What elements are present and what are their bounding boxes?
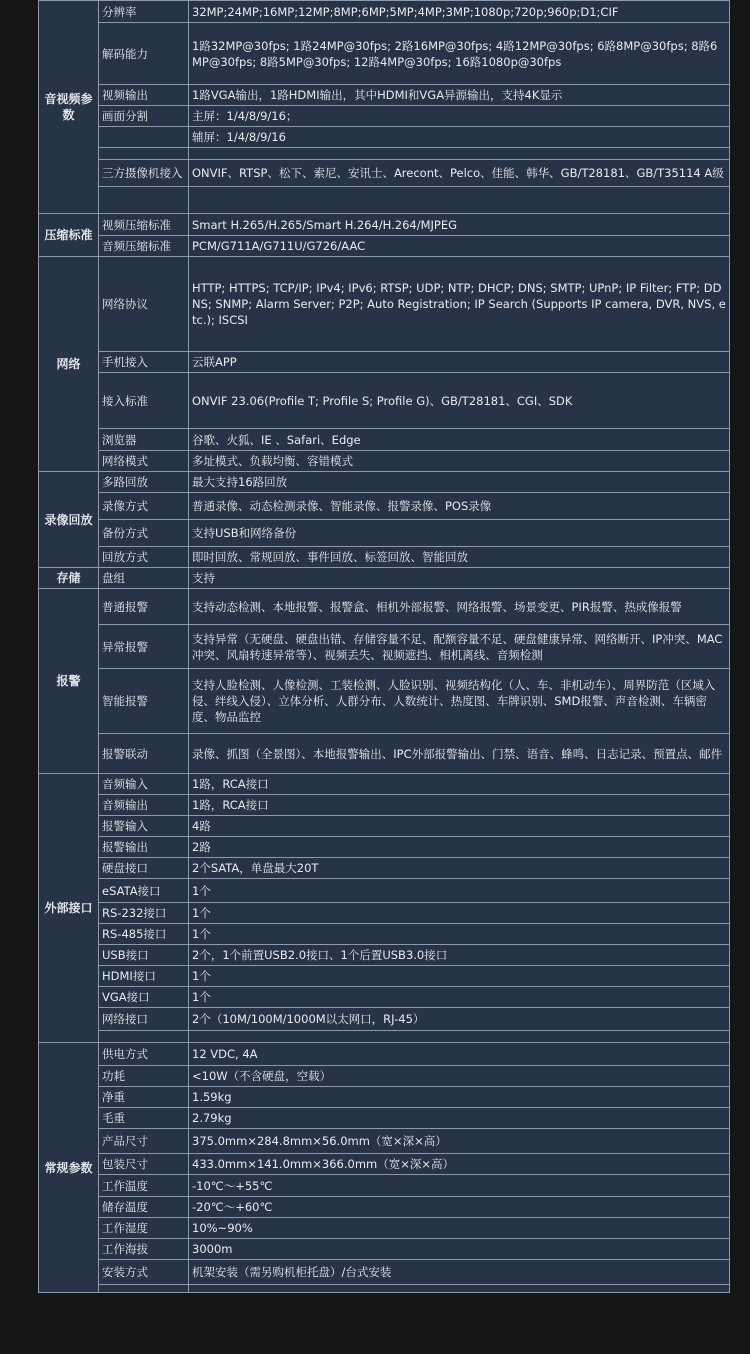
- spec-value: 1路，RCA接口: [189, 774, 730, 795]
- spec-value: [189, 1285, 730, 1293]
- spec-value: 433.0mm×141.0mm×366.0mm（宽×深×高）: [189, 1154, 730, 1175]
- spec-label: [99, 1285, 189, 1293]
- spec-label: 多路回放: [99, 472, 189, 493]
- spec-label: 音频输入: [99, 774, 189, 795]
- spec-label: 网络接口: [99, 1008, 189, 1031]
- spec-label: VGA接口: [99, 987, 189, 1008]
- spec-value: 3000m: [189, 1239, 730, 1260]
- spec-row: [39, 774, 730, 795]
- spec-row: [39, 1239, 730, 1260]
- spec-value: 1个: [189, 924, 730, 945]
- spec-row: [39, 1087, 730, 1108]
- spec-label: 安装方式: [99, 1260, 189, 1285]
- spec-label: 工作温度: [99, 1175, 189, 1197]
- spec-label: 录像方式: [99, 493, 189, 520]
- spec-label: 智能报警: [99, 669, 189, 734]
- spec-row: [39, 903, 730, 924]
- spec-row: [39, 373, 730, 429]
- spec-label: 回放方式: [99, 547, 189, 568]
- spec-label: 报警输入: [99, 816, 189, 837]
- spec-label: 报警输出: [99, 837, 189, 858]
- spec-row: [39, 148, 730, 160]
- spec-value: 4路: [189, 816, 730, 837]
- spec-value: 2路: [189, 837, 730, 858]
- spec-row: [39, 1008, 730, 1031]
- spec-value: Smart H.265/H.265/Smart H.264/H.264/MJPEG: [189, 214, 730, 236]
- spec-row: [39, 589, 730, 625]
- spec-table: [38, 0, 730, 1293]
- spec-value: [189, 1031, 730, 1043]
- spec-row: [39, 127, 730, 148]
- spec-row: [39, 816, 730, 837]
- spec-value: 1个: [189, 987, 730, 1008]
- spec-row: [39, 429, 730, 451]
- category-cell: 常规参数: [39, 1043, 99, 1293]
- spec-label: 净重: [99, 1087, 189, 1108]
- spec-value: 1.59kg: [189, 1087, 730, 1108]
- spec-label: 异常报警: [99, 625, 189, 669]
- spec-label: 网络模式: [99, 451, 189, 472]
- spec-row: [39, 352, 730, 373]
- spec-label: RS-232接口: [99, 903, 189, 924]
- spec-row: [39, 493, 730, 520]
- spec-value: 支持USB和网络备份: [189, 520, 730, 547]
- spec-label: [99, 1031, 189, 1043]
- spec-label: [99, 148, 189, 160]
- spec-value: -10℃～+55℃: [189, 1175, 730, 1197]
- spec-value: 2.79kg: [189, 1108, 730, 1129]
- spec-value: 主屏：1/4/8/9/16；: [189, 106, 730, 127]
- spec-label: 手机接入: [99, 352, 189, 373]
- spec-value: 即时回放、常规回放、事件回放、标签回放、智能回放: [189, 547, 730, 568]
- spec-label: 画面分割: [99, 106, 189, 127]
- spec-value: 2个SATA，单盘最大20T: [189, 858, 730, 879]
- spec-value: 1路，RCA接口: [189, 795, 730, 816]
- spec-value: 辅屏：1/4/8/9/16: [189, 127, 730, 148]
- spec-value: 支持人脸检测、人像检测、工装检测、人脸识别、视频结构化（人、车、非机动车）、周界防范（区域入侵、绊线入侵）、立体分析、人群分布、人数统计、热度图、车牌识别、SMD报警、声音检测、车辆密度、物品监控: [189, 669, 730, 734]
- spec-value: 谷歌、火狐、IE 、Safari、Edge: [189, 429, 730, 451]
- spec-label: 盘组: [99, 568, 189, 589]
- spec-value: ONVIF、RTSP、松下、索尼、安讯士、Arecont、Pelco、佳能、韩华、GB/T28181、GB/T35114 A级: [189, 160, 730, 187]
- spec-row: [39, 945, 730, 966]
- spec-label: 接入标准: [99, 373, 189, 429]
- spec-label: 普通报警: [99, 589, 189, 625]
- spec-row: [39, 257, 730, 352]
- spec-value: 375.0mm×284.8mm×56.0mm（宽×深×高）: [189, 1129, 730, 1154]
- spec-label: 解码能力: [99, 23, 189, 85]
- spec-row: [39, 924, 730, 945]
- spec-label: 供电方式: [99, 1043, 189, 1066]
- spec-row: [39, 987, 730, 1008]
- spec-table-body: [39, 1, 730, 1293]
- spec-row: [39, 837, 730, 858]
- spec-row: [39, 669, 730, 734]
- category-cell: 网络: [39, 257, 99, 472]
- spec-row: [39, 625, 730, 669]
- spec-label: [99, 127, 189, 148]
- spec-value: 支持动态检测、本地报警、报警盒、相机外部报警、网络报警、场景变更、PIR报警、热成像报警: [189, 589, 730, 625]
- spec-row: [39, 472, 730, 493]
- spec-value: [189, 187, 730, 214]
- spec-row: [39, 1285, 730, 1293]
- spec-value: 支持: [189, 568, 730, 589]
- spec-label: 产品尺寸: [99, 1129, 189, 1154]
- spec-row: [39, 795, 730, 816]
- spec-value: 1个: [189, 879, 730, 903]
- spec-row: [39, 1108, 730, 1129]
- spec-row: [39, 1260, 730, 1285]
- spec-label: USB接口: [99, 945, 189, 966]
- spec-value: 云联APP: [189, 352, 730, 373]
- spec-label: 音频输出: [99, 795, 189, 816]
- spec-label: 三方摄像机接入: [99, 160, 189, 187]
- spec-value: 2个（10M/100M/1000M以太网口，RJ-45）: [189, 1008, 730, 1031]
- spec-label: HDMI接口: [99, 966, 189, 987]
- spec-label: 网络协议: [99, 257, 189, 352]
- spec-row: [39, 1031, 730, 1043]
- spec-value: -20℃～+60℃: [189, 1197, 730, 1218]
- spec-label: 包装尺寸: [99, 1154, 189, 1175]
- spec-label: 硬盘接口: [99, 858, 189, 879]
- spec-row: [39, 106, 730, 127]
- spec-value: 最大支持16路回放: [189, 472, 730, 493]
- spec-label: RS-485接口: [99, 924, 189, 945]
- category-cell: 外部接口: [39, 774, 99, 1043]
- category-cell: 报警: [39, 589, 99, 774]
- category-cell: 压缩标准: [39, 214, 99, 257]
- spec-value: PCM/G711A/G711U/G726/AAC: [189, 236, 730, 257]
- spec-value: 1路32MP@30fps; 1路24MP@30fps; 2路16MP@30fps; 4路12MP@30fps; 6路8MP@30fps; 8路6MP@30fps; 8路5MP@30fps; 12路4MP@30fps; 16路1080p@30fps: [189, 23, 730, 85]
- spec-row: [39, 1154, 730, 1175]
- spec-row: [39, 451, 730, 472]
- category-cell: 录像回放: [39, 472, 99, 568]
- spec-value: HTTP; HTTPS; TCP/IP; IPv4; IPv6; RTSP; UDP; NTP; DHCP; DNS; SMTP; UPnP; IP Filter; FTP; DDNS; SNMP; Alarm Server; P2P; Auto Registration; IP Search (Supports IP camera, DVR, NVS, etc.); ISCSI: [189, 257, 730, 352]
- spec-row: [39, 1066, 730, 1087]
- spec-row: [39, 1218, 730, 1239]
- spec-value: 多址模式、负载均衡、容错模式: [189, 451, 730, 472]
- spec-label: 储存温度: [99, 1197, 189, 1218]
- spec-label: 视频输出: [99, 85, 189, 106]
- spec-row: [39, 1129, 730, 1154]
- spec-value: 10%~90%: [189, 1218, 730, 1239]
- spec-value: <10W（不含硬盘，空载）: [189, 1066, 730, 1087]
- spec-row: [39, 1043, 730, 1066]
- spec-label: 音频压缩标准: [99, 236, 189, 257]
- spec-value: 12 VDC, 4A: [189, 1043, 730, 1066]
- category-cell: 音视频参数: [39, 1, 99, 214]
- spec-row: [39, 1175, 730, 1197]
- spec-row: [39, 236, 730, 257]
- spec-row: [39, 966, 730, 987]
- spec-value: 机架安装（需另购机柜托盘）/台式安装: [189, 1260, 730, 1285]
- spec-label: 工作湿度: [99, 1218, 189, 1239]
- spec-row: [39, 1, 730, 23]
- spec-row: [39, 547, 730, 568]
- spec-value: [189, 148, 730, 160]
- spec-row: [39, 879, 730, 903]
- spec-row: [39, 1197, 730, 1218]
- spec-label: 功耗: [99, 1066, 189, 1087]
- spec-row: [39, 568, 730, 589]
- spec-value: 32MP;24MP;16MP;12MP;8MP;6MP;5MP;4MP;3MP;1080p;720p;960p;D1;CIF: [189, 1, 730, 23]
- spec-row: [39, 187, 730, 214]
- spec-row: [39, 23, 730, 85]
- spec-label: 工作海拔: [99, 1239, 189, 1260]
- spec-row: [39, 520, 730, 547]
- spec-value: 1个: [189, 966, 730, 987]
- spec-label: 浏览器: [99, 429, 189, 451]
- spec-value: 1路VGA输出，1路HDMI输出，其中HDMI和VGA异源输出，支持4K显示: [189, 85, 730, 106]
- spec-label: 毛重: [99, 1108, 189, 1129]
- spec-row: [39, 160, 730, 187]
- spec-row: [39, 85, 730, 106]
- spec-value: 普通录像、动态检测录像、智能录像、报警录像、POS录像: [189, 493, 730, 520]
- category-cell: 存储: [39, 568, 99, 589]
- spec-value: 2个，1个前置USB2.0接口、1个后置USB3.0接口: [189, 945, 730, 966]
- spec-value: 1个: [189, 903, 730, 924]
- spec-label: eSATA接口: [99, 879, 189, 903]
- spec-label: [99, 187, 189, 214]
- spec-label: 备份方式: [99, 520, 189, 547]
- spec-value: ONVIF 23.06(Profile T; Profile S; Profile G)、GB/T28181、CGI、SDK: [189, 373, 730, 429]
- spec-value: 支持异常（无硬盘、硬盘出错、存储容量不足、配额容量不足、硬盘健康异常、网络断开、IP冲突、MAC冲突、风扇转速异常等）、视频丢失、视频遮挡、相机离线、音频检测: [189, 625, 730, 669]
- spec-row: [39, 734, 730, 774]
- spec-label: 报警联动: [99, 734, 189, 774]
- spec-row: [39, 858, 730, 879]
- spec-row: [39, 214, 730, 236]
- spec-label: 分辨率: [99, 1, 189, 23]
- spec-label: 视频压缩标准: [99, 214, 189, 236]
- spec-value: 录像、抓图（全景图）、本地报警输出、IPC外部报警输出、门禁、语音、蜂鸣、日志记录、预置点、邮件: [189, 734, 730, 774]
